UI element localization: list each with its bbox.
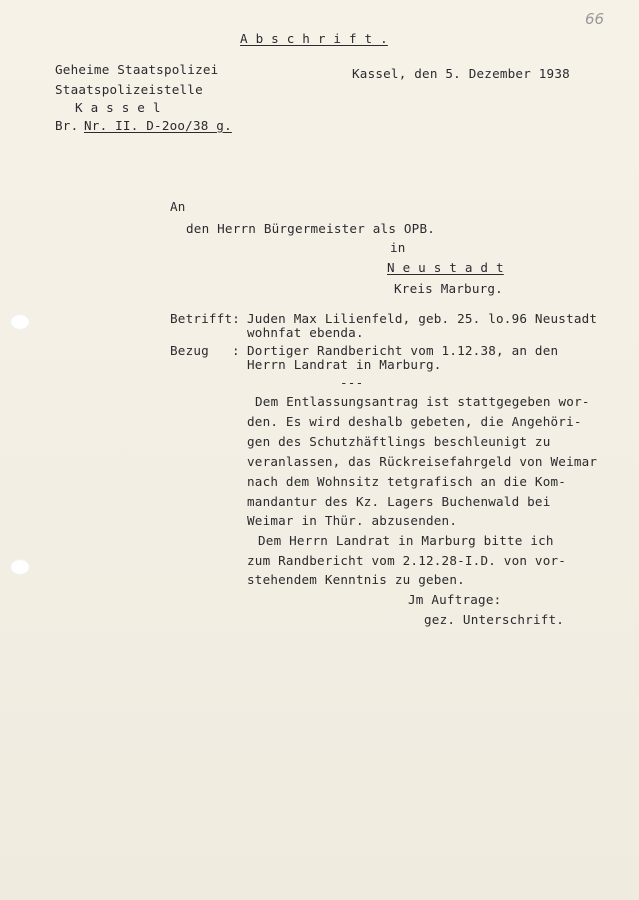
- sender-ref-prefix: Br.: [55, 118, 79, 133]
- sender-line-2: Staatspolizeistelle: [55, 82, 203, 97]
- recipient-line-1: An: [170, 199, 186, 214]
- punch-hole-bottom: [10, 559, 30, 575]
- body-line-2: den. Es wird deshalb gebeten, die Angehöri-: [247, 414, 582, 429]
- recipient-line-2: den Herrn Bürgermeister als OPB.: [186, 221, 436, 236]
- body-line-3: gen des Schutzhäftlings beschleunigt zu: [247, 434, 551, 449]
- subject-label: Betrifft:: [170, 311, 241, 326]
- body-line-7: Weimar in Thür. abzusenden.: [247, 513, 458, 528]
- closing-line-1: Jm Auftrage:: [408, 592, 502, 607]
- page-number-pencil: 66: [585, 10, 605, 28]
- recipient-city: N e u s t a d t: [387, 260, 504, 275]
- subject-line-1: Juden Max Lilienfeld, geb. 25. lo.96 Neustadt: [247, 311, 598, 326]
- body-line-10: stehendem Kenntnis zu geben.: [247, 572, 465, 587]
- body-line-6: mandantur des Kz. Lagers Buchenwald bei: [247, 494, 551, 509]
- reference-line-1: Dortiger Randbericht vom 1.12.38, an den: [247, 343, 559, 358]
- separator: ---: [340, 375, 364, 390]
- body-line-4: veranlassen, das Rückreisefahrgeld von Weimar: [247, 454, 598, 469]
- body-line-8: Dem Herrn Landrat in Marburg bitte ich: [258, 533, 554, 548]
- reference-colon: :: [232, 343, 240, 358]
- sender-line-3: K a s s e l: [75, 100, 161, 115]
- reference-line-2: Herrn Landrat in Marburg.: [247, 357, 442, 372]
- sender-line-1: Geheime Staatspolizei: [55, 62, 219, 77]
- body-line-1: Dem Entlassungsantrag ist stattgegeben wor-: [255, 394, 590, 409]
- document-title: A b s c h r i f t .: [240, 31, 388, 46]
- body-line-5: nach dem Wohnsitz tetgrafisch an die Kom-: [247, 474, 567, 489]
- recipient-district: Kreis Marburg.: [394, 281, 503, 296]
- punch-hole-top: [10, 314, 30, 330]
- sender-reference: Nr. II. D-2oo/38 g.: [84, 118, 232, 133]
- recipient-line-3: in: [390, 240, 406, 255]
- reference-label: Bezug: [170, 343, 209, 358]
- closing-signature: gez. Unterschrift.: [424, 612, 565, 627]
- body-line-9: zum Randbericht vom 2.12.28-I.D. von vor-: [247, 553, 567, 568]
- date-line: Kassel, den 5. Dezember 1938: [352, 66, 570, 81]
- subject-line-2: wohnfat ebenda.: [247, 325, 364, 340]
